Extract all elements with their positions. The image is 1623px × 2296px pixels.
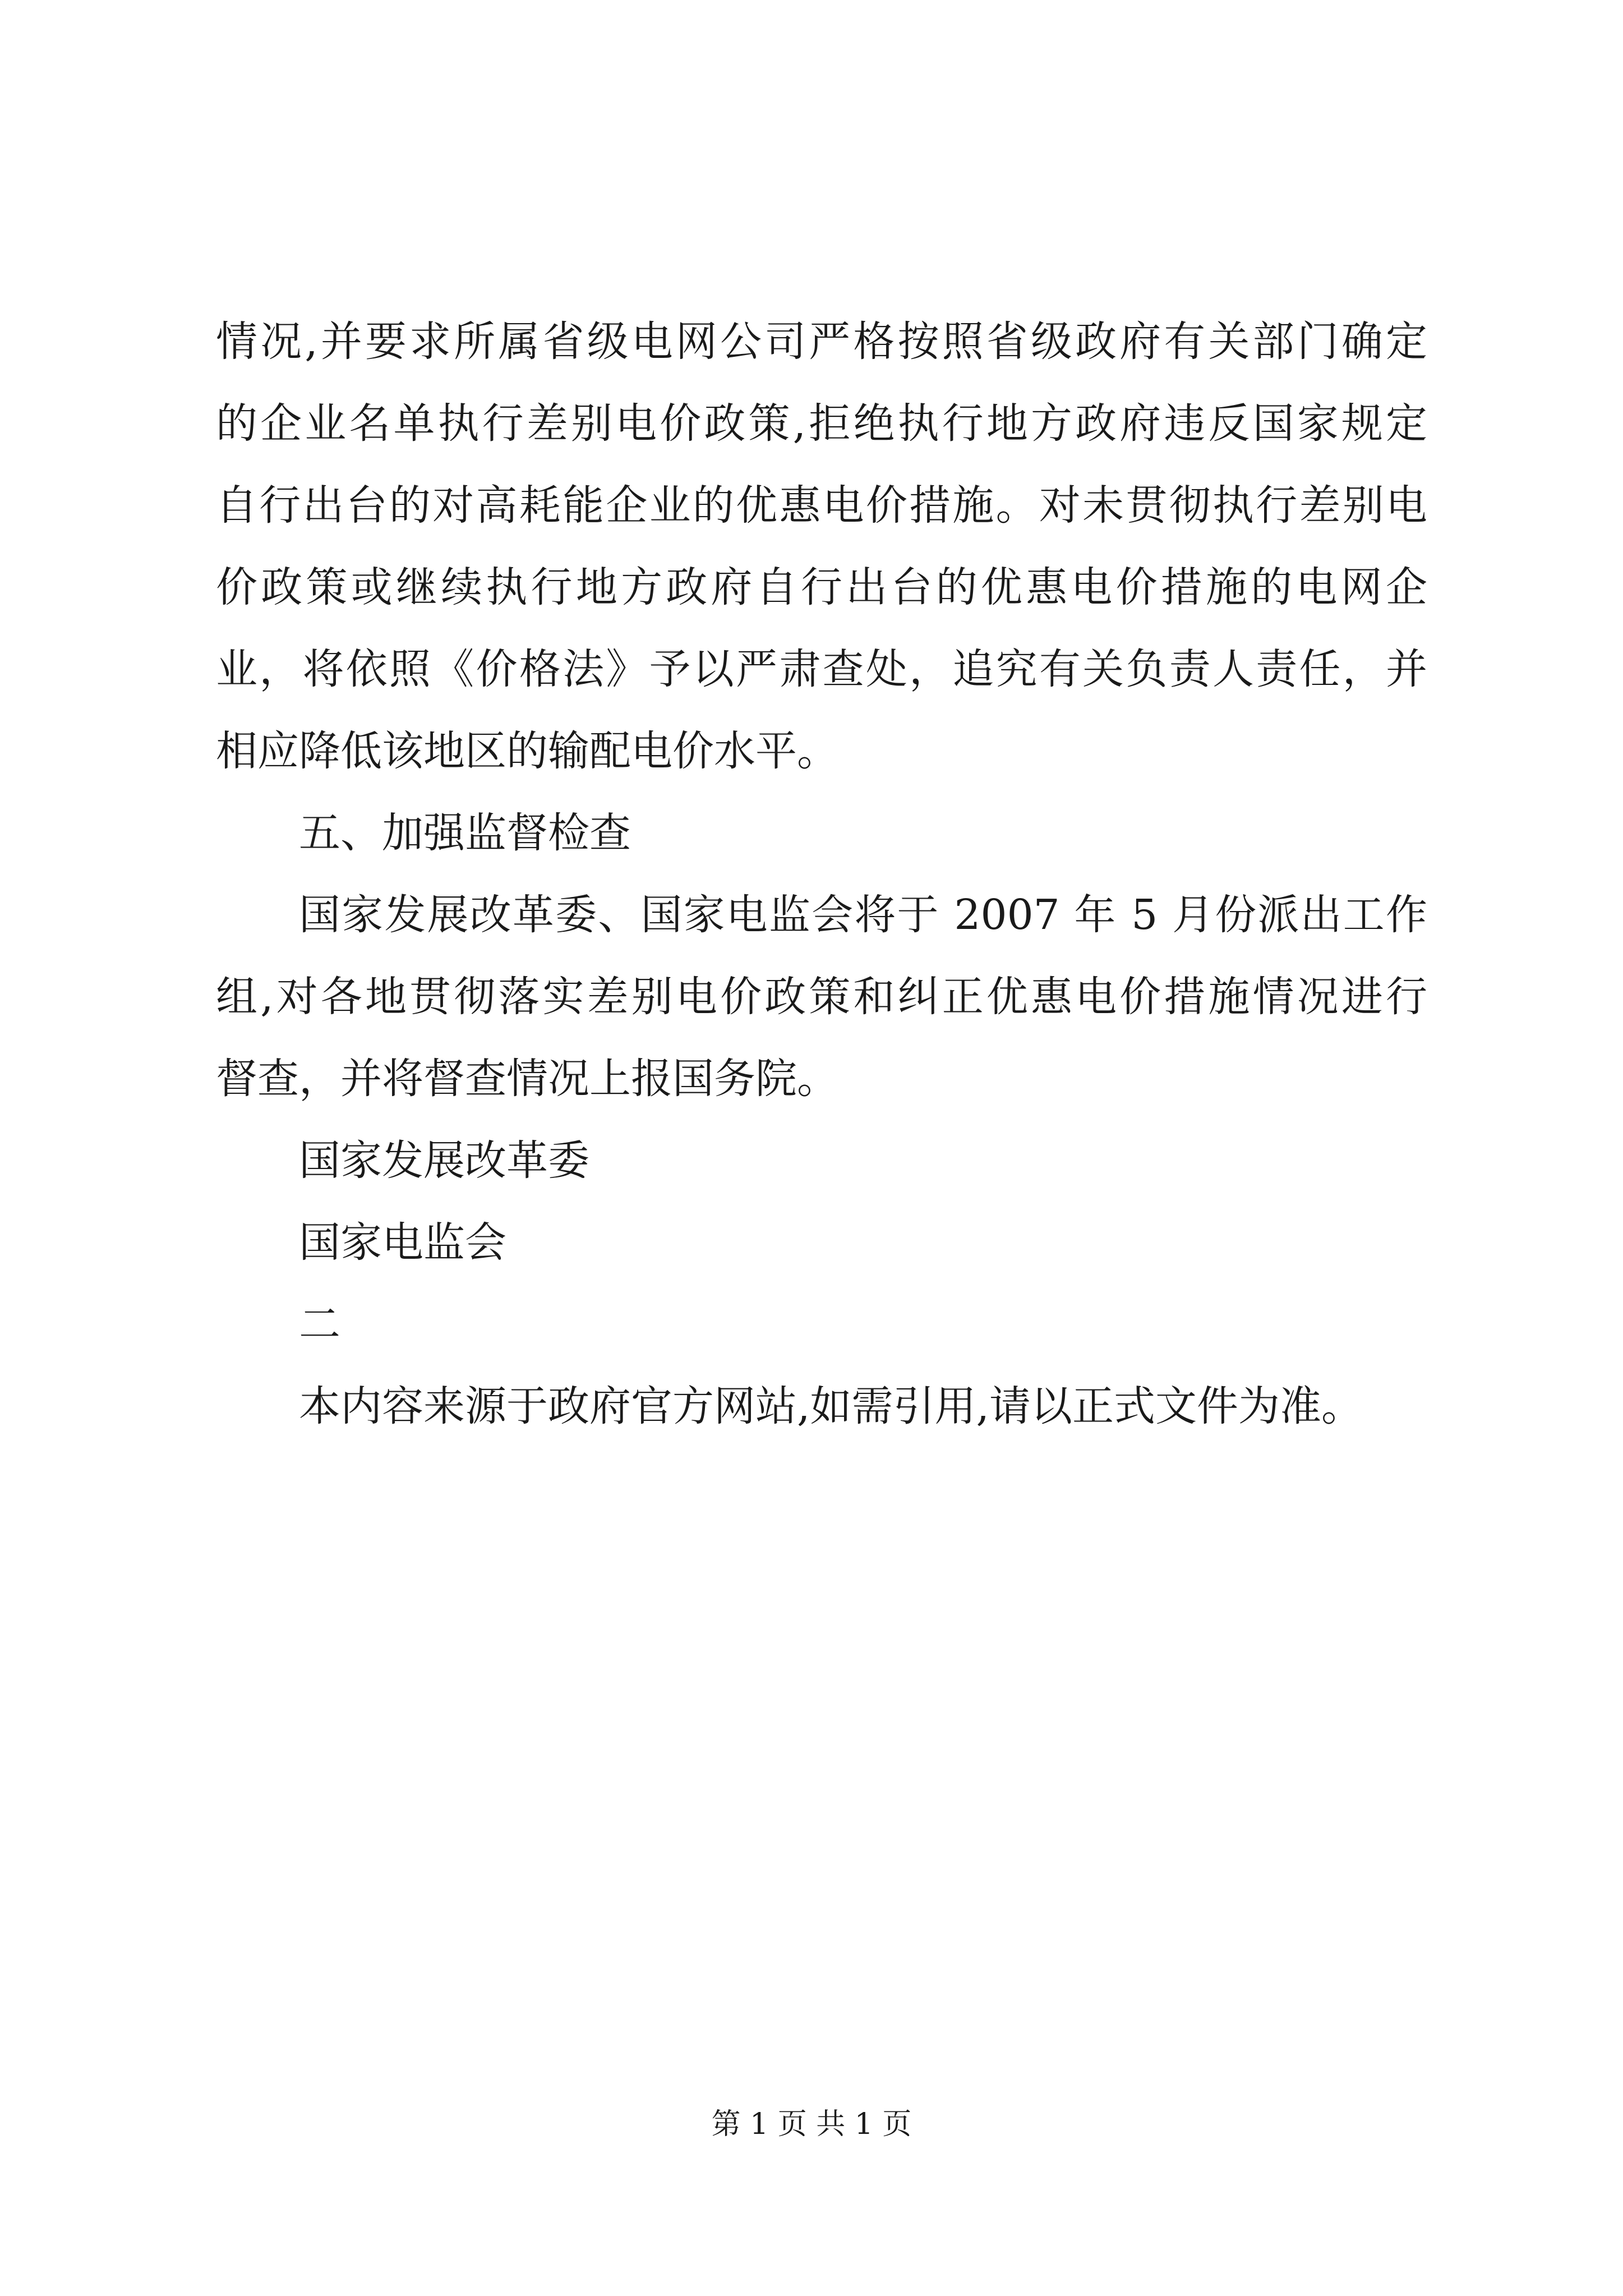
text-line: 相应降低该地区的输配电价水平。 xyxy=(216,727,838,775)
text-line: 价政策或继续执行地方政府自行出台的优惠电价措施的电网企 xyxy=(216,563,1427,611)
source-note: 本内容来源于政府官方网站,如需引用,请以正式文件为准。 xyxy=(299,1382,1363,1430)
date-mark: 二 xyxy=(299,1300,340,1349)
body-paragraph-1 xyxy=(216,301,1427,792)
signatory-ndrc: 国家发展改革委 xyxy=(299,1137,589,1185)
section-heading-text: 五、加强监督检查 xyxy=(299,809,631,857)
text-line: 业，将依照《价格法》予以严肃查处，追究有关负责人责任，并 xyxy=(216,645,1427,693)
text-line: 国家发展改革委、国家电监会将于 2007 年 5 月份派出工作 xyxy=(299,891,1427,939)
signature-block xyxy=(216,1120,1427,1447)
text-line: 督查，并将督查情况上报国务院。 xyxy=(216,1055,838,1103)
text-line: 情况,并要求所属省级电网公司严格按照省级政府有关部门确定 xyxy=(216,318,1427,366)
text-line: 自行出台的对高耗能企业的优惠电价措施。对未贯彻执行差别电 xyxy=(216,481,1427,530)
section-heading xyxy=(216,792,1427,874)
text-line: 组,对各地贯彻落实差别电价政策和纠正优惠电价措施情况进行 xyxy=(216,973,1427,1021)
signatory-serc: 国家电监会 xyxy=(299,1218,506,1267)
page-number-footer: 第 1 页 共 1 页 xyxy=(711,2108,912,2141)
text-line: 的企业名单执行差别电价政策,拒绝执行地方政府违反国家规定 xyxy=(216,399,1427,448)
body-paragraph-2 xyxy=(216,874,1427,1120)
